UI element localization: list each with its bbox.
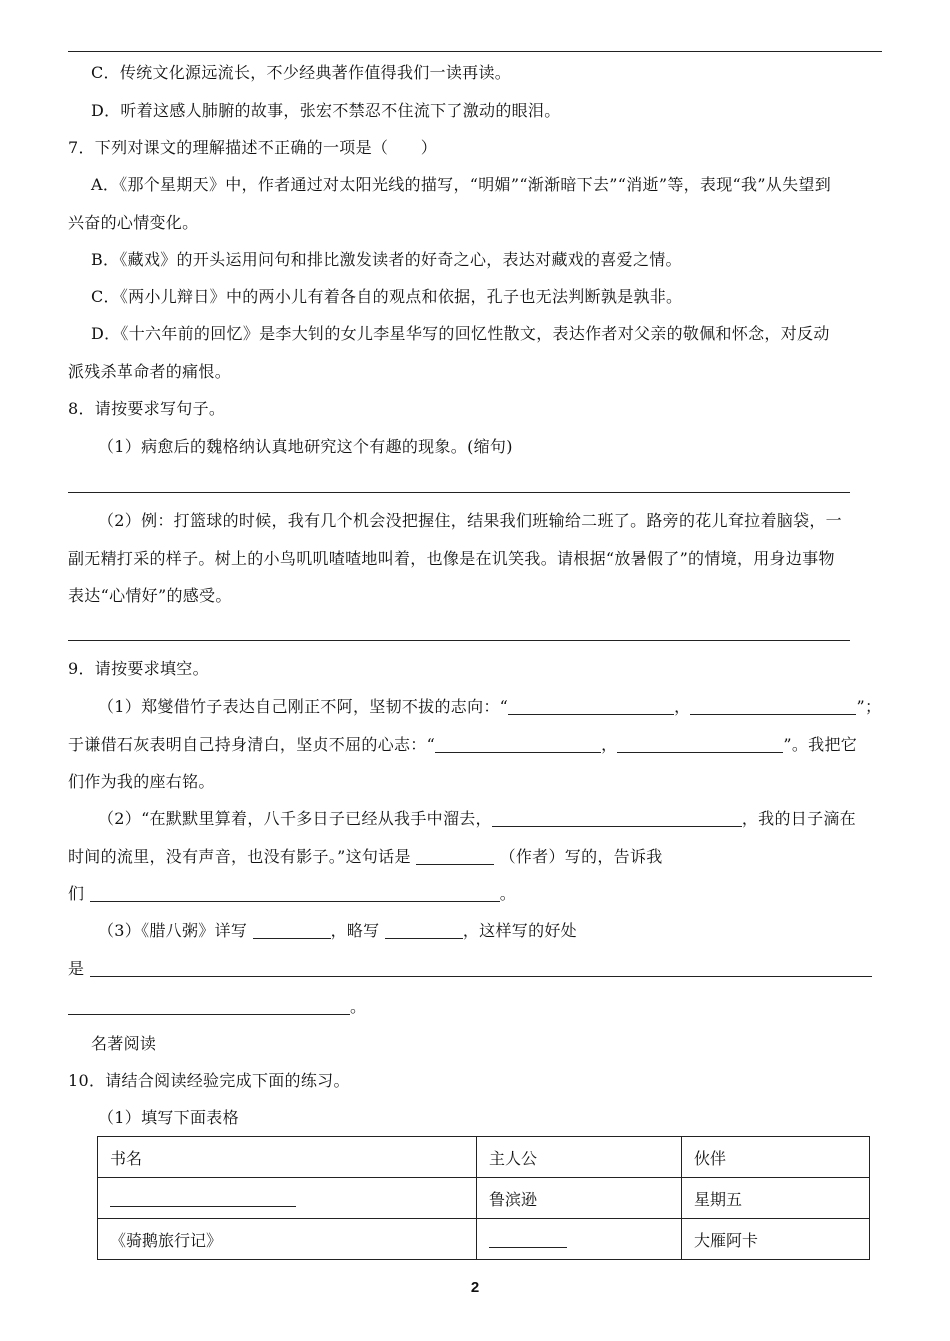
book-table	[97, 1136, 870, 1260]
q7-option-c: C．《两小儿辩日》中的两小儿有着各自的观点和依据，孔子也无法判断孰是孰非。	[91, 287, 683, 306]
q9-comma-1: ，	[674, 697, 691, 716]
row1-book-cell[interactable]	[98, 1178, 477, 1219]
q9-part3-text-a: （3）《腊八粥》详写	[98, 921, 248, 940]
row2-protagonist-blank[interactable]	[489, 1231, 567, 1248]
row1-book-blank[interactable]	[110, 1190, 296, 1207]
table-header-row	[98, 1137, 870, 1178]
q9-part3-text-c: ，这样写的好处	[462, 921, 577, 940]
q7-stem: 7．下列对课文的理解描述不正确的一项是（ ）	[68, 138, 438, 157]
row2-protagonist-cell[interactable]	[477, 1219, 682, 1260]
q9-part2-text-a: （2）“在默默里算着，八千多日子已经从我手中溜去，	[98, 809, 492, 828]
q9-part1-line3: 们作为我的座右铭。	[68, 772, 215, 791]
q9-blank-2[interactable]	[690, 698, 856, 715]
q9-period-2: 。	[350, 997, 367, 1016]
q8-part2-line3: 表达“心情好”的感受。	[68, 586, 232, 605]
q9-part1-line2	[68, 734, 857, 756]
q9-blank-author[interactable]	[416, 848, 494, 865]
q8-stem: 8．请按要求写句子。	[68, 399, 226, 418]
header-rule	[68, 51, 882, 52]
q6-option-c: C．传统文化源远流长，不少经典著作值得我们一读再读。	[91, 63, 512, 82]
q8-answer-line-1[interactable]	[68, 492, 850, 493]
header-book-title: 书名	[98, 1137, 477, 1178]
q9-part3-line2	[68, 958, 872, 980]
section-title: 名著阅读	[91, 1034, 157, 1053]
q9-part2-text-e: 们	[68, 884, 85, 903]
row1-partner: 星期五	[682, 1178, 870, 1219]
q9-part2-text-c: 时间的流里，没有声音，也没有影子。”这句话是	[68, 847, 411, 866]
q9-part1-text-b: ”；	[856, 697, 882, 716]
q9-part2-line2	[68, 846, 663, 868]
q7-option-d-line1: D．《十六年前的回忆》是李大钊的女儿李星华写的回忆性散文，表达作者对父亲的敬佩和怀念，对反动	[91, 324, 830, 343]
header-protagonist: 主人公	[477, 1137, 682, 1178]
q9-part3-text-d: 是	[68, 959, 85, 978]
q9-blank-1[interactable]	[508, 698, 674, 715]
q9-part1-text-a: （1）郑燮借竹子表达自己刚正不阿，坚韧不拔的志向：“	[98, 697, 509, 716]
q10-stem: 10．请结合阅读经验完成下面的练习。	[68, 1071, 350, 1090]
q9-blank-4[interactable]	[617, 736, 783, 753]
q9-comma-2: ，	[601, 735, 618, 754]
q9-blank-5[interactable]	[492, 810, 742, 827]
q9-part1-text-d: ”。我把它	[783, 735, 858, 754]
q9-part2-text-b: ，我的日子滴在	[741, 809, 856, 828]
q9-stem: 9．请按要求填空。	[68, 659, 209, 678]
q7-option-d-line2: 派残杀革命者的痛恨。	[68, 362, 232, 381]
q9-blank-3[interactable]	[435, 736, 601, 753]
q9-blank-6[interactable]	[90, 885, 500, 902]
table-row	[98, 1178, 870, 1219]
q10-part1: （1）填写下面表格	[98, 1108, 239, 1127]
q9-blank-benefit-cont[interactable]	[68, 998, 350, 1015]
q8-part2-line1: （2）例：打篮球的时候，我有几个机会没把握住，结果我们班输给二班了。路旁的花儿耷拉着脑袋，一	[98, 511, 842, 530]
q9-period-1: 。	[499, 884, 517, 903]
q6-option-d: D．听着这感人肺腑的故事，张宏不禁忍不住流下了激动的眼泪。	[91, 101, 561, 120]
q9-part1-line1	[98, 696, 881, 718]
row1-protagonist: 鲁滨逊	[477, 1178, 682, 1219]
q9-part3-line1	[98, 920, 577, 942]
q9-part2-text-d: （作者）写的，告诉我	[499, 847, 663, 866]
q9-part3-line3	[68, 996, 366, 1018]
q7-option-b: B．《藏戏》的开头运用问句和排比激发读者的好奇之心，表达对藏戏的喜爱之情。	[91, 250, 682, 269]
q8-answer-line-2[interactable]	[68, 640, 850, 641]
page-number: 2	[470, 1279, 480, 1296]
q9-part2-line1	[98, 808, 856, 830]
q7-option-a-line1: A．《那个星期天》中，作者通过对太阳光线的描写，“明媚”“渐渐暗下去”“消逝”等，表现“我”从失望到	[91, 175, 831, 194]
q8-part2-line2: 副无精打采的样子。树上的小鸟叽叽喳喳地叫着，也像是在讥笑我。请根据“放暑假了”的情境，用身边事物	[68, 549, 835, 568]
row2-partner: 大雁阿卡	[682, 1219, 870, 1260]
header-partner: 伙伴	[682, 1137, 870, 1178]
q9-blank-benefit[interactable]	[90, 960, 872, 977]
q9-blank-brief[interactable]	[385, 922, 463, 939]
q9-part1-text-c: 于谦借石灰表明自己持身清白，坚贞不屈的心志：“	[68, 735, 436, 754]
q9-part3-text-b: ，略写	[330, 921, 380, 940]
table-row	[98, 1219, 870, 1260]
q8-part1: （1）病愈后的魏格纳认真地研究这个有趣的现象。(缩句)	[98, 437, 513, 456]
row2-book: 《骑鹅旅行记》	[98, 1219, 477, 1260]
q9-part2-line3	[68, 883, 516, 905]
q7-option-a-line2: 兴奋的心情变化。	[68, 213, 199, 232]
q9-blank-detailed[interactable]	[253, 922, 331, 939]
